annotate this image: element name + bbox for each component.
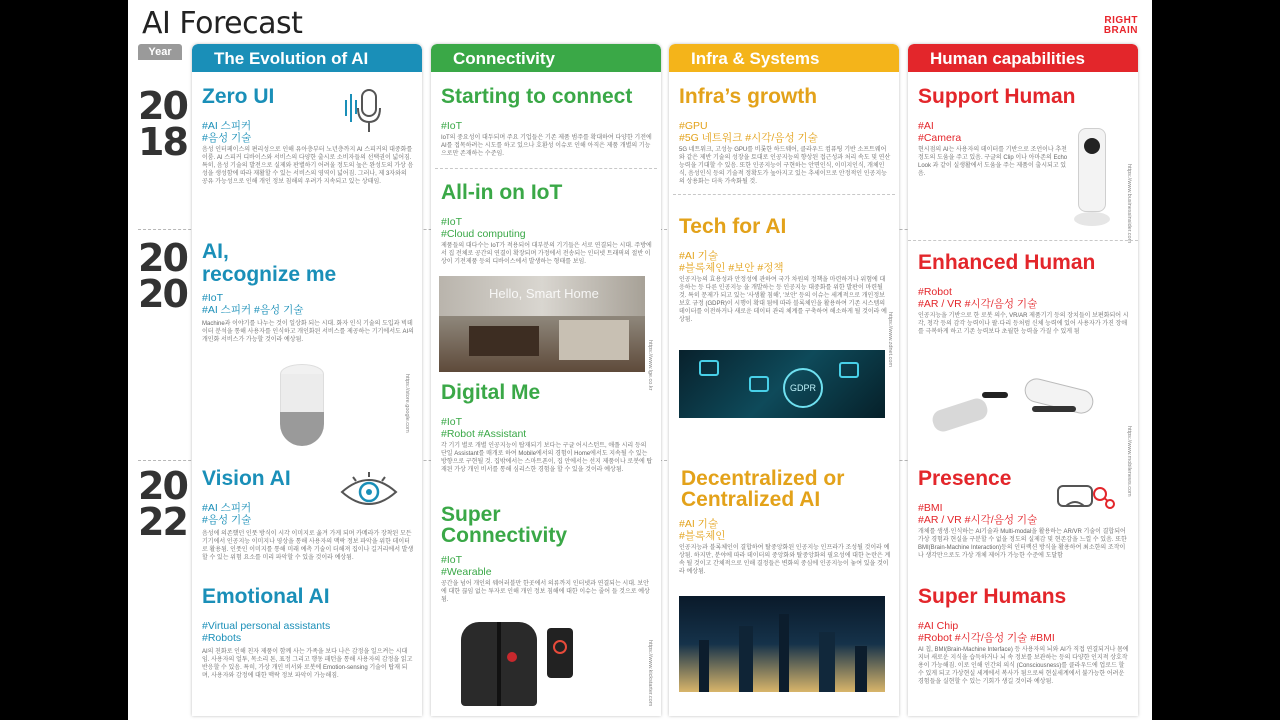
item-body: AI 칩, BMI(Brain-Machine Interface) 등 사용자의 뇌와 AI가 직접 연결되거나 몸에 지녀 새로운 지식을 습득하거나 뇌 속 정보를 보관하는 등의 다양한 인지적 상호작용이 가능해짐. 이로 인해 인간의 의식 (Consciousness)를 클라우드에 업로드 할 수 있게 되고 가상현실 세계에서 복사가 됨으로써 현실세계에서 불가능한 어려운 경험들을 실현할 수 있는 기회가 생길 것이라 예상됨. (918, 647, 1129, 685)
image-source: https://store.google.com (404, 374, 410, 433)
item-title: Super Humans (918, 585, 1067, 608)
item-body: 현시점의 AI는 사용자의 데이터를 기반으로 조언이나 추천 정도의 도움을 주고 있음. 구글의 Clip 이나 아마존의 Echo Look 과 같이 실생활에서 도움을 주는 제품이 출시되고 있음. (918, 147, 1068, 177)
jacket-image (451, 612, 547, 708)
column-header: The Evolution of AI (192, 44, 422, 72)
column-header: Infra & Systems (669, 44, 899, 72)
brand-line1: RIGHT (1104, 15, 1138, 26)
item-body: IoT의 중요성이 대두되며 주요 기업들은 기존 제품 범주를 확대하여 다양한 기전에 AI를 접목하려는 시도를 하고 있으나 호환성 이슈로 인해 아직은 제품 개별의 기능으로만 존재하는 수준임. (441, 135, 652, 157)
image-source: https://www.businessinsider.com (1126, 164, 1132, 244)
item-body: 음성에 의존했던 인풋 방식이 시각 이미지로 옮겨 가게 되며 카메라가 장착된 모든 기기에서 인공지능 이미지나 영상을 통해 사용자의 맥락 정보 파악을 위한 데이터로 활용됨. 인풋인 이미지를 통해 미래 예측 기술이 더해져 집이나 길거리에서 발생할 수 있는 위험 요소를 미리 파악할 수 있을 것이라 예상됨. (202, 531, 414, 561)
year-2020: 20 20 (138, 236, 187, 316)
item-tags: #AI 스피커 #음성 기술 (202, 120, 252, 144)
phone-image (547, 628, 573, 678)
item-tags: #IoT #Cloud computing (441, 216, 526, 240)
poster (128, 0, 1152, 720)
item-title: Presence (918, 467, 1012, 490)
item-title: Tech for AI (679, 215, 787, 238)
year-header: Year (138, 44, 182, 60)
item-tags: #BMI #AR / VR #시각/음성 기술 (918, 502, 1038, 526)
item-tags: #IoT (441, 120, 463, 132)
city-image (679, 596, 885, 692)
column-connectivity (431, 44, 661, 716)
item-title: Decentralized or Centralized AI (681, 467, 845, 511)
item-body: 5G 네트워크, 고성능 GPU를 비롯한 하드웨어, 클라우드 컴퓨팅 기반 소프트웨어와 같은 제반 기술의 성장을 토대로 인공지능의 향상된 접근성과 처리 속도 및 연산 능력을 기대할 수 있음. 또한 인공지능이 구현하는 안면인식, 이미지인식, 개체인식, 음성인식 등의 기술적 정확도가 높아지고 있는 추세이므로 안정적인 인공지능의 상용화는 더욱 가속화될 것. (679, 147, 891, 185)
column-header: Human capabilities (908, 44, 1138, 72)
item-body: 공간을 넘어 개인의 웨어러블만 한곳에서 의류까지 인터넷과 연결되는 시대. 보안에 대한 끊임 없는 투자로 인해 개인 정보 침해에 대한 이슈는 줄어 들 것으로 예상됨. (441, 581, 650, 603)
column-infra-systems (669, 44, 899, 716)
image-source: https://www.zdnet.com (887, 312, 893, 368)
item-body: 인공지능을 기반으로 한 로봇 의수, VR/AR 제품기기 등의 장치들이 보편화되어 시각, 청각 등의 감각 능력이나 팔·다리 등처럼 신체 능력에 있어 사용자가 가진 장애를 극복하게 하고 기존 능력보다 초월한 능력을 가질 수 있게 됨 (918, 313, 1129, 335)
item-tags: #GPU #5G 네트워크 #시각/음성 기술 (679, 120, 818, 144)
item-tags: #IoT #AI 스피커 #음성 기술 (202, 292, 304, 316)
column-human-capabilities (908, 44, 1138, 716)
item-body: 인공지능의 효용성과 안정성에 관하여 국가 차원의 정책을 마련하거나 위험에 대응하는 등 다른 인공지능 을 개발하는 등 인공지능 대중화를 위한 발판이 마련될 것. 특히 문제가 되고 있는 '사생활 침해', '보안' 등의 이슈는 세계적으로 개인정보 보호 규정 (GDPR)이 시행이 확대 됨에 따라 블록체인을 활용하여 기존 시스템의 데이터를 이전하거나 새로운 데이터 관리 체계를 구축하여 해소하게 될 것이라 예상됨. (679, 277, 887, 323)
item-title: All-in on IoT (441, 181, 563, 204)
item-title: AI, recognize me (202, 240, 337, 286)
item-title: Enhanced Human (918, 251, 1096, 274)
item-tags: #AI Chip #Robot #시각/음성 기술 #BMI (918, 620, 1055, 644)
item-title: Digital Me (441, 381, 541, 404)
year-2022: 20 22 (138, 464, 187, 544)
item-body: 개체를 생생·인식하는 AI기술과 Multi-modal을 활용하는 AR/VR 기술이 결합되어 가상 경험과 현실을 구분할 수 없을 정도의 실제감 및 현존감을 느낄 수 있음. 또한 BMI(Brain-Machine Interaction)등의 인터랙션 방식을 활용하여 최소한의 조작이나 생각만으로도 가상 개체 제어가 가능한 수준에 도달함 (918, 529, 1127, 559)
brand-line2: BRAIN (1103, 25, 1138, 36)
item-title: Zero UI (202, 85, 275, 108)
item-body: 인공지능과 블록체인이 결합하여 탈중앙화된 인공지능 인프라가 조성될 것이라 예상됨. 하지만, 분야에 따라 데이터의 중앙화와 탈중앙화의 필요성에 대한 논란은 계속 될 것이고 간체적으로 인해 결정들은 변화의 중심에 인공지능이 놓여 있을 것이라 예상됨. (679, 545, 891, 575)
column-header: Connectivity (431, 44, 661, 72)
item-title: Vision AI (202, 467, 291, 490)
column-evolution-of-ai (192, 44, 422, 716)
item-tags: #IoT #Wearable (441, 554, 492, 578)
speaker-image (274, 360, 330, 452)
item-body: 음성 인터페이스의 편리성으로 인해 유아층부터 노년층까지 AI 스피커의 대중화를 이룸. AI 스피커 디바이스와 서비스의 다양한 출시로 소비자들의 선택권이 넓어짐. 특히, 음성 기술의 발전으로 실제와 판별하기 어려울 정도의 높은 완성도의 가상 음성을 생성함에 따라 재활할 수 있는 서비스의 영역이 넓어짐. 그러나, 제 3자와의 공유 가능성으로 인해 개인 정보 침해의 우려가 지속되고 있는 상태임. (202, 147, 414, 185)
image-caption: GDPR (783, 368, 823, 408)
gdpr-image (679, 350, 885, 418)
divider (435, 168, 657, 169)
item-body: 제품들의 대다수는 IoT가 적용되어 대부분의 기기들은 서로 연결되는 시대. 주방에서 집 전체로 공간의 연결이 확장되며 가정에서 전송되는 인터넷 트래픽의 절반 이상이 기전제품 등의 디바이스에서 발생하는 형태를 보임. (441, 243, 652, 265)
voice-icon (342, 86, 392, 138)
year-2018: 20 18 (138, 84, 187, 164)
item-title: Starting to connect (441, 85, 633, 108)
year-column (138, 44, 187, 714)
item-tags: #AI 스피커 #음성 기술 (202, 502, 252, 526)
item-title: Support Human (918, 85, 1076, 108)
clip-camera-image (1074, 124, 1110, 234)
item-title: Super Connectivity (441, 503, 568, 547)
image-source: https://www.lge.co.kr (647, 340, 653, 391)
item-body: 각 기기 별로 개별 인공지능이 탑재되기 보다는 구글 어시스턴트, 애플 시리 등의 단일 Assistant를 매개로 하여 Mobile에서의 경험이 Home에서도 지속될 수 있는 방향으로 구현될 것. 집밖에서는 스마트폰이, 집 안에서는 선지 제품이나 로봇에 탑재된 가상 개인 비서를 통해 심리스한 경험을 할 수 있을 것이라 예상됨. (441, 443, 653, 473)
smart-home-image (439, 276, 645, 372)
item-body: AI의 친화로 인해 친자 제품이 함께 사는 가족을 보다 나은 감정을 일으켜는 시대임. 사용자의 얼투, 목소리 톤, 표정 그리고 행동 패턴을 통해 사용자의 감정을 읽고 반응할 수 있음. 특히, 가상 개인 비서와 로봇에 Emotion-sensing 기술이 탑재 되며, 사용자와 감정에 대한 맥락 정보 파악이 가능해짐. (202, 649, 413, 679)
image-source: https://www.mobilenews.com (1126, 426, 1132, 497)
vr-headset-icon (1054, 478, 1118, 512)
item-tags: #IoT #Robot #Assistant (441, 416, 527, 440)
item-tags: #AI #Camera (918, 120, 962, 144)
divider (673, 194, 895, 195)
item-tags: #Virtual personal assistants #Robots (202, 620, 331, 644)
item-tags: #AI 기술 #블록체인 (679, 518, 726, 542)
image-source: https://www.kickstarter.com (647, 640, 653, 707)
item-tags: #AI 기술 #블록체인 #보안 #정책 (679, 250, 784, 274)
page-title: AI Forecast (142, 6, 303, 41)
item-title: Emotional AI (202, 585, 330, 608)
divider (908, 240, 1138, 241)
item-body: Machine과 이야기를 나누는 것이 일상화 되는 시대. 화자 인식 기술의 도입과 빅데이터 분석을 통해 사용자를 인식하고 개인화된 서비스를 제공하는 기기에서도 AI의 개인화 서비스가 가능할 것이라 예상됨. (202, 321, 414, 343)
brand-logo (1104, 16, 1138, 36)
item-title: Infra’s growth (679, 85, 818, 108)
image-caption: Hello, Smart Home (489, 286, 599, 301)
item-tags: #Robot #AR / VR #시각/음성 기술 (918, 286, 1038, 310)
eye-icon (338, 472, 400, 512)
robot-hands-image (928, 374, 1108, 450)
